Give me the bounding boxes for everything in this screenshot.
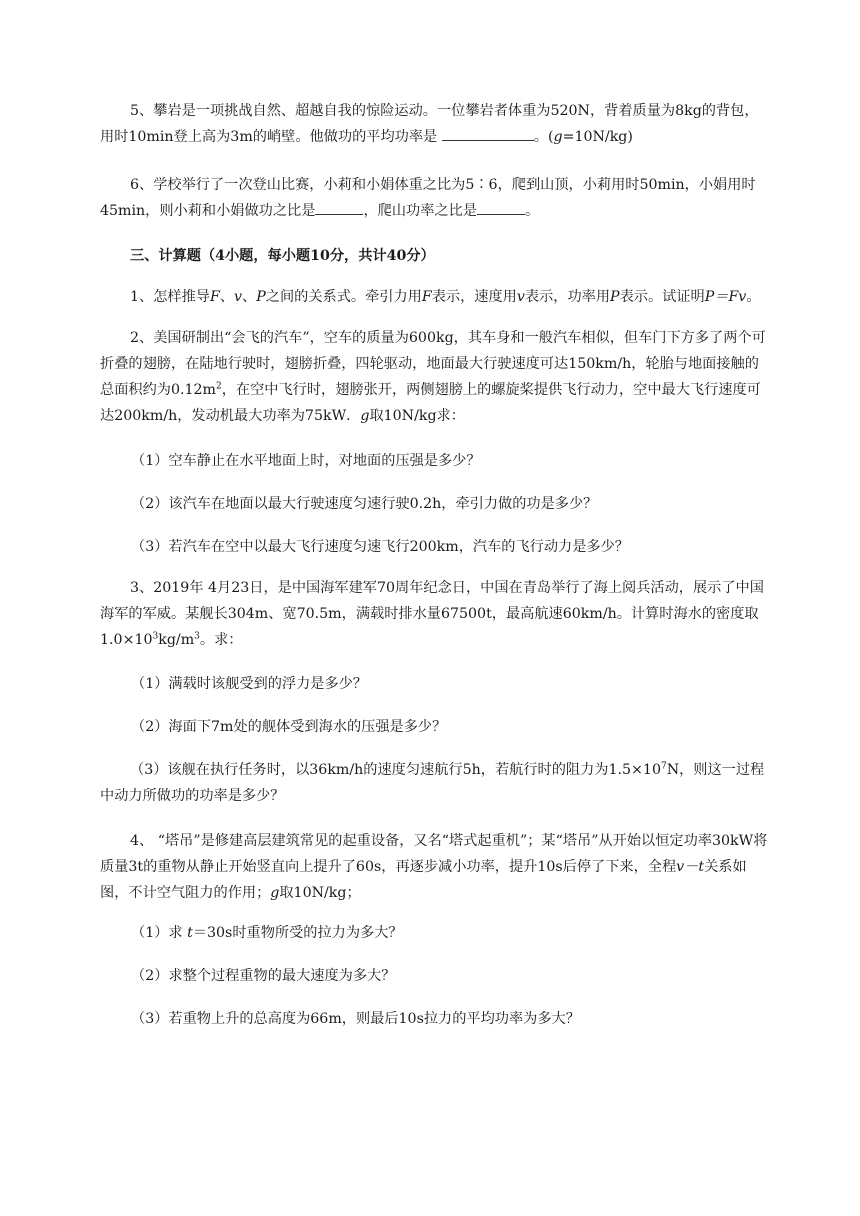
calc-question-1: 1、怎样推导F、v、P之间的关系式。牵引力用F表示，速度用v表示，功率用P表示。试证明P＝Fv。 — [130, 289, 761, 305]
answer-blank — [442, 126, 534, 141]
sub-question: （1）求 t＝30s时重物所受的拉力为多大？ — [131, 925, 403, 941]
sub-question: （2）该汽车在地面以最大行驶速度匀速行驶0.2h，牵引力做的功是多少？ — [131, 496, 598, 512]
sub-question: （2）求整个过程重物的最大速度为多大？ — [131, 968, 396, 984]
calc-question-4: 4、 “塔吊”是修建高层建筑常见的起重设备，又名“塔式起重机”；某“塔吊”从开始以恒定功率30kW将质量3t的重物从静止开始竖直向上提升了60s，再逐步减小功率，提升10s后停了下来，全程v－t关系如图，不计空气阻力的作用；g取10N/kg； — [100, 833, 768, 901]
sub-question: （2）海面下7m处的舰体受到海水的压强是多少？ — [131, 719, 447, 735]
question-5: 5、攀岩是一项挑战自然、超越自我的惊险运动。一位攀岩者体重为520N，背着质量为8kg的背包，用时10min登上高为3m的峭壁。他做功的平均功率是 。(g=10N/kg) — [100, 103, 759, 145]
q5-text: 5、攀岩是一项挑战自然、超越自我的惊险运动。一位攀岩者体重为520N，背着质量为8kg的背包，用时10min登上高为3m的峭壁。他做功的平均功率是 — [100, 103, 759, 145]
q6-text: 6、学校举行了一次登山比赛，小莉和小娟体重之比为5∶6，爬到山顶，小莉用时50min，小娟用时45min，则小莉和小娟做功之比是 — [100, 177, 756, 219]
answer-blank — [477, 200, 525, 215]
sub-question: （3）若汽车在空中以最大飞行速度匀速飞行200km，汽车的飞行动力是多少？ — [131, 539, 629, 555]
sub-question: （1）满载时该舰受到的浮力是多少？ — [131, 676, 368, 692]
formula: P＝Fv — [704, 289, 747, 305]
section-heading: 三、计算题（4小题，每小题10分，共计40分） — [130, 248, 435, 264]
sub-question: （1）空车静止在水平地面上时，对地面的压强是多少？ — [131, 453, 481, 469]
answer-blank — [315, 200, 363, 215]
question-6: 6、学校举行了一次登山比赛，小莉和小娟体重之比为5∶6，爬到山顶，小莉用时50min，小娟用时45min，则小莉和小娟做功之比是 ，爬山功率之比是 。 — [100, 177, 756, 219]
calc-question-3: 3、2019年 4月23日，是中国海军建军70周年纪念日，中国在青岛举行了海上阅兵活动，展示了中国海军的军威。某舰长304m、宽70.5m，满载时排水量67500t，最高航速60km/h。计算时海水的密度取$1.0\times 10^3kg/m^3$。求： — [100, 580, 764, 648]
g-symbol: g — [553, 129, 563, 145]
sub-question: （3）该舰在执行任务时，以36km/h的速度匀速航行5h，若航行时的阻力为$1.5\times 10^7N$，则这一过程中动力所做功的功率是多少？ — [100, 761, 765, 804]
sub-question: （3）若重物上升的总高度为66m，则最后10s拉力的平均功率为多大？ — [131, 1011, 580, 1027]
calc-question-2: 2、美国研制出“会飞的汽车”，空车的质量为600kg，其车身和一般汽车相似，但车门下方多了两个可折叠的翅膀，在陆地行驶时，翅膀折叠，四轮驱动，地面最大行驶速度可达150km/h，轮胎与地面接触的总面积约为$0.12m^2$，在空中飞行时，翅膀张开，两侧翅膀上的螺旋桨提供飞行动力，空中最大飞行速度可达200km/h，发动机最大功率为75kW．g取10N/kg求： — [100, 330, 766, 424]
